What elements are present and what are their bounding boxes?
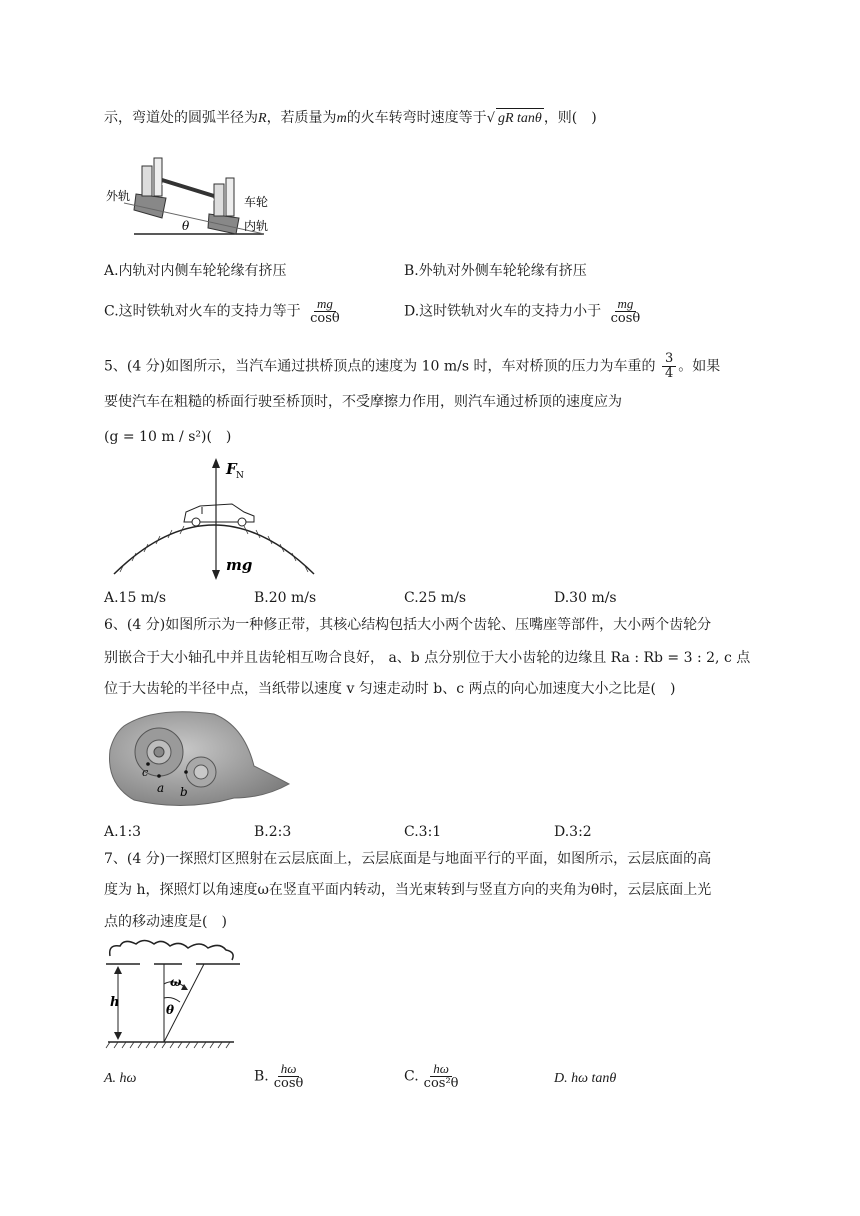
q4-stem: 示，弯道处的圆弧半径为R，若质量为m的火车转弯时速度等于√ gR tanθ ，则( ) [104,108,597,129]
q5-option-c[interactable]: C.25 m/s [404,590,467,606]
q4-option-d-text: D.这时铁轨对火车的支持力小于 [404,303,602,320]
q4-stem-mid2: 的火车转弯时速度等于 [346,110,487,126]
q7-option-b-num: hω [278,1062,300,1077]
q4-option-c-num: mg [314,297,336,312]
q5-bridge-figure [104,456,344,584]
q6-option-b[interactable]: B.2:3 [254,824,292,840]
q7-label-theta: θ [166,1003,175,1017]
q5-label-fn-sub: N [236,471,244,481]
q7-option-c-num: hω [430,1062,452,1077]
q4-option-c-den: cosθ [310,311,340,326]
q6-option-c[interactable]: C.3:1 [404,824,442,840]
q4-label-inner: 内轨 [244,219,269,233]
q5-option-a[interactable]: A.15 m/s [104,590,167,606]
q4-option-b[interactable]: B.外轨对外侧车轮轮缘有挤压 [404,263,587,279]
q6-line-3: 位于大齿轮的半径中点，当纸带以速度 v 匀速走动时 b、c 两点的向心加速度大小之比是( ) [104,681,676,697]
q5-line-1-end: 。如果 [678,358,721,375]
q4-sqrt-expr: gR tanθ [496,108,544,129]
q4-option-c-fraction [307,297,343,326]
q7-label-omega: ω [170,975,182,989]
q4-stem-suffix: ，则( ) [543,110,597,126]
q5-frac-den: 4 [664,366,674,381]
q4-label-wheel: 车轮 [244,195,269,209]
q7-option-b-den: cosθ [273,1076,304,1091]
q7-label-h: h [110,995,120,1010]
q4-option-d-num: mg [615,297,637,312]
q7-option-c-prefix: C. [404,1068,419,1085]
q4-option-d-fraction [608,297,644,326]
q5-label-mg: mg [226,556,253,574]
q5-label-fn: F [226,460,237,478]
q4-rail-figure [104,148,284,248]
q5-line-1 [104,352,720,381]
q4-stem-prefix: 示，弯道处的圆弧半径为 [104,110,258,126]
q5-option-d[interactable]: D.30 m/s [554,590,617,606]
q5-fraction [662,352,676,381]
q4-option-d-den: cosθ [610,311,641,326]
q4-stem-mid1: ，若质量为 [266,110,337,126]
q7-option-c[interactable] [404,1062,464,1091]
q4-option-c-text: C.这时铁轨对火车的支持力等于 [104,303,301,320]
q6-label-b: b [180,785,188,799]
q6-line-2: 别嵌合于大小轴孔中并且齿轮相互吻合良好， a、b 点分别位于大小齿轮的边缘且 Ra : Rb = 3 : 2, c 点 [104,650,751,666]
q5-line-1-text: 5、(4 分)如图所示，当汽车通过拱桥顶点的速度为 10 m/s 时，车对桥顶的压力为车重的 [104,358,656,375]
q6-line-1: 6、(4 分)如图所示为一种修正带，其核心结构包括大小两个齿轮、压嘴座等部件，大小两个齿轮分 [104,617,712,633]
q7-line-3: 点的移动速度是( ) [104,914,227,930]
q4-option-c[interactable] [104,297,345,326]
q5-frac-num: 3 [662,352,676,367]
q7-option-b-prefix: B. [254,1068,269,1085]
q7-option-a[interactable]: A. hω [104,1071,137,1086]
q4-label-theta: θ [182,219,190,233]
q7-option-c-fraction [421,1062,462,1091]
q5-line-3: (g = 10 m / s²)( ) [104,429,232,445]
q4-option-a[interactable]: A.内轨对内侧车轮轮缘有挤压 [104,263,287,279]
q4-option-d[interactable] [404,297,645,326]
q7-line-2: 度为 h，探照灯以角速度ω在竖直平面内转动，当光束转到与竖直方向的夹角为θ时，云层底面上光 [104,882,712,898]
q4-label-outer: 外轨 [106,189,131,203]
q7-searchlight-figure [104,938,244,1054]
q6-label-a: a [157,781,165,795]
q6-correction-tape-figure [104,706,294,816]
q6-option-d[interactable]: D.3:2 [554,824,592,840]
q5-line-2: 要使汽车在粗糙的桥面行驶至桥顶时，不受摩擦力作用，则汽车通过桥顶的速度应为 [104,394,622,410]
q7-option-b[interactable] [254,1062,308,1091]
q4-var-r: R [258,111,267,126]
q7-option-b-fraction [271,1062,307,1091]
q7-line-1: 7、(4 分)一探照灯区照射在云层底面上，云层底面是与地面平行的平面，如图所示，云层底面的高 [104,851,712,867]
q5-option-b[interactable]: B.20 m/s [254,590,317,606]
q7-option-d[interactable]: D. hω tanθ [554,1071,617,1086]
q4-var-m: m [336,111,347,126]
q7-option-c-den: cos²θ [423,1076,459,1091]
q6-label-c: c [142,766,149,779]
q6-option-a[interactable]: A.1:3 [104,824,142,840]
